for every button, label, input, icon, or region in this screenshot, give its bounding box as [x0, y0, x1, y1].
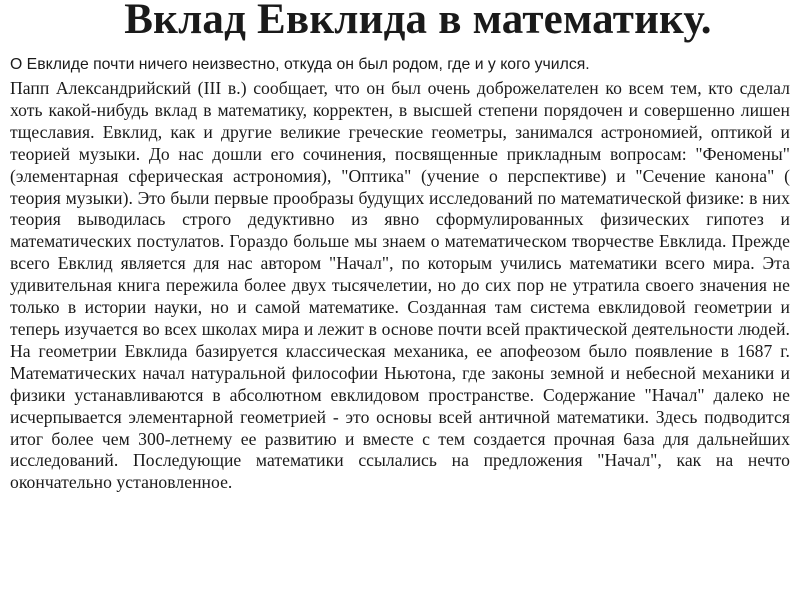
body-paragraph: Папп Александрийский (III в.) сообщает, что он был очень доброжелателен ко всем тем, кто сделал хоть какой-нибудь вклад в математику, корректен, в высшей степени порядочен и совершенно лишен тщеславия. Евклид, как и другие великие греческие геометры, занимался астрономией, оптикой и теорией музыки. До нас дошли его сочинения, посвященные прикладным вопросам: "Феномены" (элементарная сферическая астрономия), "Оптика" (учение о перспективе) и "Сечение канона" ( теория музыки). Это были первые прообразы будущих исследований по математической физике: в них теория выводилась строго дедуктивно из явно сформулированных физических гипотез и математических постулатов. Гораздо больше мы знаем о математическом творчестве Евклида. Прежде всего Евклид является для нас автором "Начал", по которым учились математики всего мира. Эта удивительная книга пережила более двух тысячелетии, но до сих пор не утратила своего значения не только в истории науки, но и самой математике. Созданная там система евклидовой геометрии и теперь изучается во всех школах мира и лежит в основе почти всей практической деятельности людей. На геометрии Евклида базируется классическая механика, ее апофеозом было появление в 1687 г. Математических начал натуральной философии Ньютона, где законы земной и небесной механики и физики устанавливаются в абсолютном евклидовом пространстве. Содержание "Начал" далеко не исчерпывается элементарной геометрией - это основы всей античной математики. Здесь подводится итог более чем 300-летнему ее развитию и вместе с тем создается прочная 6аза для дальнейших исследований. Последующие математики ссылались на предложения "Начал", как на нечто окончательно установленное.	[10, 78, 790, 493]
slide-title: Вклад Евклида в математику.	[124, 0, 712, 43]
intro-paragraph: О Евклиде почти ничего неизвестно, откуда он был родом, где и у кого учился.	[10, 56, 590, 73]
